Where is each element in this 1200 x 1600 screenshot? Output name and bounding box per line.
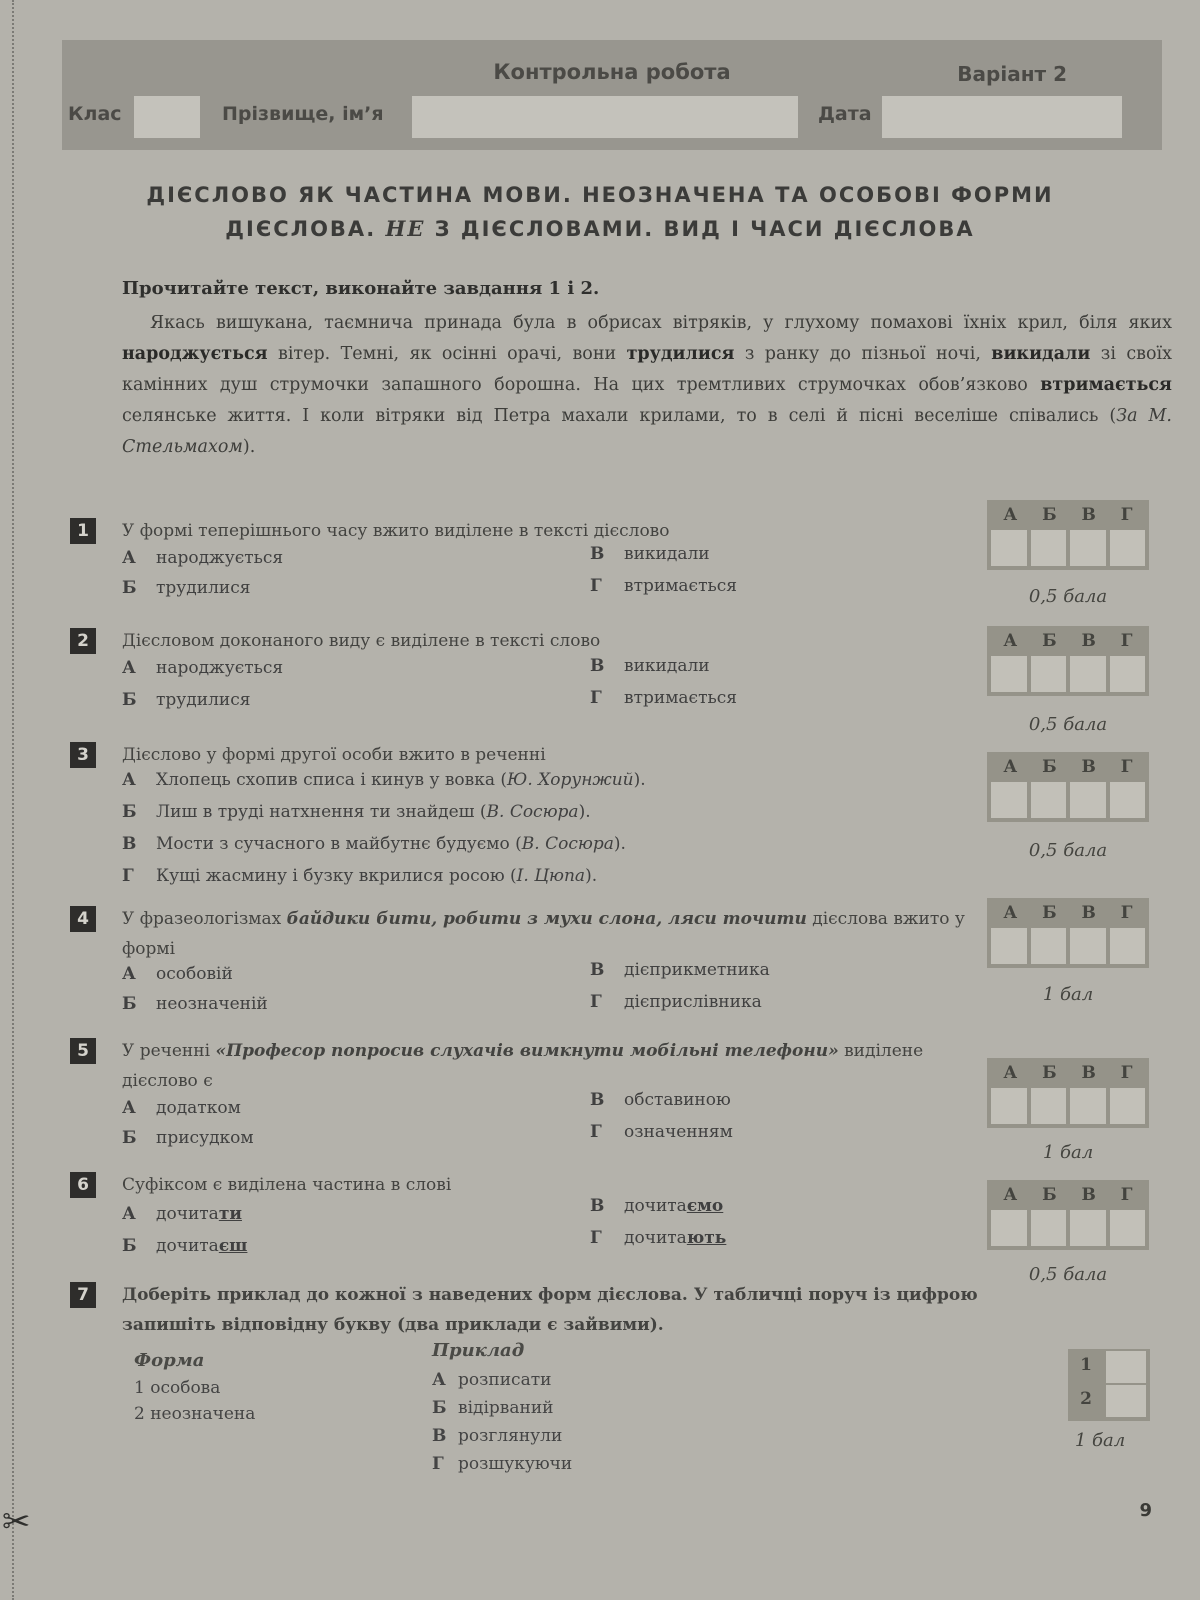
option-v[interactable] [590,656,710,676]
passage-text: ). [242,437,256,457]
option-letter: А [122,770,136,790]
option-stem: дочита [624,1196,687,1216]
grid-answer-cell[interactable] [1106,1351,1146,1383]
answer-cells [987,782,1149,822]
question-text [122,904,1002,964]
name-field[interactable] [412,96,798,138]
example-letter: В [432,1426,447,1446]
date-field[interactable] [882,96,1122,138]
points-label: 0,5 бала [1028,1264,1108,1285]
answer-col-b: Б [1042,903,1057,923]
answer-cell[interactable] [1070,530,1106,566]
option-letter: А [122,964,136,984]
question-text: Дієсловом доконаного виду є виділене в тексті слово [122,631,601,651]
option-b[interactable] [122,1236,247,1256]
example-column-header: Приклад [432,1340,525,1361]
answer-cell[interactable] [991,928,1027,964]
option-g[interactable] [590,688,737,708]
example-letter: Г [432,1454,444,1474]
example-g [432,1454,572,1474]
variant-label: Варіант 2 [957,62,1067,86]
question-text: Суфіксом є виділена частина в слові [122,1175,452,1195]
question-text [122,1036,1002,1096]
option-a[interactable] [122,964,233,984]
option-v[interactable] [590,960,770,980]
option-g[interactable] [590,1122,733,1142]
answer-cell[interactable] [1110,782,1146,818]
question-sentence: мобільні телефони» [624,1041,839,1061]
answer-grid-header [987,500,1149,530]
points-label: 1 бал [1042,1142,1094,1163]
option-author: В. Сосюра [521,834,614,854]
answer-grid-1 [987,500,1149,570]
answer-grid-header [987,898,1149,928]
option-author: І. Цюпа [516,866,586,886]
option-letter: Г [590,992,602,1012]
class-field[interactable] [134,96,200,138]
answer-col-b: Б [1042,757,1057,777]
question-sentence: «Професор попросив слухачів [215,1041,520,1061]
question-number: 2 [70,628,96,654]
option-g[interactable] [590,1228,726,1248]
option-stem: дочита [624,1228,687,1248]
option-text-end: ). [578,802,591,822]
option-letter: В [590,1196,605,1216]
answer-cell[interactable] [1110,928,1146,964]
option-a[interactable] [122,770,646,790]
passage-text: селянське життя. І коли вітряки від Петра махали крилами, то в селі й пісні веселіше співались ( [122,406,1117,426]
passage-text: зі своїх камінних душ струмочки запашного борошна. На цих тремтливих струмочках обов’язково [122,344,1172,395]
option-text: втримається [624,576,737,596]
option-a[interactable] [122,1204,242,1224]
form-header [62,40,1162,150]
option-letter: А [122,1098,136,1118]
option-author: В. Сосюра [486,802,579,822]
example-v [432,1426,562,1446]
answer-cell[interactable] [1070,1210,1106,1246]
answer-grid-header [987,626,1149,656]
example-text: розглянули [458,1426,563,1446]
option-a[interactable] [122,1098,241,1118]
option-g[interactable] [590,992,762,1012]
option-text: присудком [156,1128,254,1148]
passage-highlight: народжується [122,344,268,364]
topic-line-2-ne: НЕ [385,216,426,241]
option-text: народжується [156,548,284,568]
option-letter: А [122,1204,136,1224]
question-text: У формі теперішнього часу вжито виділене в тексті дієслово [122,521,670,541]
passage-text: вітер. Темні, як осінні орачі, вони [267,344,627,364]
question-text-part: дієслова вжито у формі [122,909,965,959]
answer-cell[interactable] [991,1088,1027,1124]
answer-cells [987,656,1149,696]
option-text: викидали [624,544,710,564]
option-text: втримається [624,688,737,708]
form-title: Контрольна робота [493,60,731,84]
option-a[interactable] [122,658,283,678]
answer-col-b: Б [1042,631,1057,651]
points-label: 0,5 бала [1028,714,1108,735]
topic-heading [100,178,1100,246]
option-letter: Б [122,1236,137,1256]
reading-passage [122,308,1172,463]
page-number: 9 [1139,1500,1152,1521]
option-b[interactable] [122,690,250,710]
answer-cells [987,530,1149,570]
option-letter: Б [122,802,137,822]
option-text: трудилися [156,690,251,710]
example-a [432,1370,551,1390]
answer-grid-header [987,1180,1149,1210]
answer-cell[interactable] [1031,782,1067,818]
answer-grid-6 [987,1180,1149,1250]
answer-col-a: А [1003,505,1018,525]
answer-col-v: В [1081,757,1096,777]
option-letter: Б [122,578,137,598]
answer-grid-3 [987,752,1149,822]
form-column-header: Форма [134,1350,205,1371]
option-letter: Г [122,866,134,886]
date-label: Дата [818,103,872,125]
answer-cell[interactable] [1031,656,1067,692]
answer-cell[interactable] [991,656,1027,692]
answer-cells [987,1088,1149,1128]
option-text: Мости з сучасного в майбутнє будуємо ( [156,834,522,854]
option-text: Кущі жасмину і бузку вкрилися росою ( [156,866,517,886]
answer-cell[interactable] [1031,928,1067,964]
answer-cell[interactable] [1110,1088,1146,1124]
grid-row-number: 1 [1080,1355,1092,1375]
option-letter: А [122,658,136,678]
answer-col-g: Г [1120,505,1133,525]
option-highlighted-part: ємо [686,1196,724,1216]
option-text: трудилися [156,578,251,598]
answer-cell[interactable] [991,1210,1027,1246]
option-letter: Б [122,690,137,710]
topic-line-2-c: З ДІЄСЛОВАМИ. ВИД І ЧАСИ ДІЄСЛОВА [425,217,975,241]
answer-cells [987,928,1149,968]
answer-grid-header [987,752,1149,782]
example-letter: Б [432,1398,447,1418]
answer-cell[interactable] [1031,530,1067,566]
option-stem: дочита [156,1236,219,1256]
passage-highlight: викидали [991,344,1091,364]
form-item-1: 1 особова [134,1378,221,1398]
points-label: 1 бал [1042,984,1094,1005]
answer-col-g: Г [1120,1063,1133,1083]
points-label: 1 бал [1074,1430,1126,1451]
answer-col-b: Б [1042,505,1057,525]
topic-line-1: ДІЄСЛОВО ЯК ЧАСТИНА МОВИ. НЕОЗНАЧЕНА ТА ОСОБОВІ ФОРМИ [146,183,1054,207]
option-letter: В [590,1090,605,1110]
option-g[interactable] [122,866,597,886]
passage-text: з ранку до пізньої ночі, [734,344,992,364]
option-letter: Б [122,994,137,1014]
option-letter: Г [590,1228,602,1248]
passage-highlight: втримається [1040,375,1172,395]
answer-col-g: Г [1120,631,1133,651]
answer-cell[interactable] [1031,1088,1067,1124]
option-letter: А [122,548,136,568]
option-letter: Г [590,1122,602,1142]
topic-line-2 [100,212,1100,246]
answer-col-a: А [1003,1063,1018,1083]
option-text: народжується [156,658,284,678]
answer-cell[interactable] [991,782,1027,818]
answer-col-v: В [1081,505,1096,525]
option-letter: Б [122,1128,137,1148]
answer-cell[interactable] [1031,1210,1067,1246]
cut-line [12,0,15,1600]
option-text: означенням [624,1122,733,1142]
option-v[interactable] [122,834,626,854]
answer-cell[interactable] [991,530,1027,566]
option-text: Хлопець схопив списа і кинув у вовка ( [156,770,508,790]
question-text: Доберіть приклад до кожної з наведених форм дієслова. У табличці поруч із цифрою запишіть відповідну букву (два приклади є зайвими). [122,1285,978,1335]
passage-highlight: трудилися [626,344,735,364]
option-text: особовій [156,964,233,984]
option-text: викидали [624,656,710,676]
answer-col-g: Г [1120,757,1133,777]
answer-col-v: В [1081,903,1096,923]
option-v[interactable] [590,1090,731,1110]
answer-col-v: В [1081,631,1096,651]
option-text-end: ). [585,866,598,886]
question-highlight: вимкнути [519,1041,624,1061]
points-label: 0,5 бала [1028,586,1108,607]
option-letter: В [122,834,137,854]
option-highlighted-part: єш [218,1236,248,1256]
example-text: відірваний [458,1398,554,1418]
answer-col-g: Г [1120,903,1133,923]
question-number: 4 [70,906,96,932]
answer-cell[interactable] [1110,656,1146,692]
answer-col-a: А [1003,903,1018,923]
passage-source: За М. Стельмахом [122,406,1172,457]
answer-grid-header [987,1058,1149,1088]
question-phraseologisms: байдики бити, робити з мухи слона, ляси точити [286,909,807,929]
example-text: розшукуючи [458,1454,573,1474]
question-number: 3 [70,742,96,768]
option-highlighted-part: ти [218,1204,242,1224]
grid-answer-cell[interactable] [1106,1385,1146,1417]
form-item-2: 2 неозначена [134,1404,256,1424]
option-text: обставиною [624,1090,731,1110]
answer-cells [987,1210,1149,1250]
option-letter: В [590,656,605,676]
option-v[interactable] [590,544,710,564]
question-number: 5 [70,1038,96,1064]
question-text: Дієслово у формі другої особи вжито в реченні [122,745,546,765]
option-text: дієприкметника [624,960,770,980]
option-highlighted-part: ють [686,1228,727,1248]
example-letter: А [432,1370,446,1390]
answer-cell[interactable] [1110,530,1146,566]
option-author: Ю. Хорунжий [507,770,634,790]
answer-col-b: Б [1042,1063,1057,1083]
option-b[interactable] [122,994,268,1014]
option-b[interactable] [122,578,250,598]
passage-text: Якась вишукана, таємнича принада була в обрисах вітряків, у глухому помахові їхніх крил, біля яких [150,313,1172,333]
example-text: розписати [458,1370,552,1390]
question-number: 1 [70,518,96,544]
option-text-end: ). [633,770,646,790]
class-label: Клас [68,103,122,125]
answer-cell[interactable] [1070,782,1106,818]
topic-line-2-a: ДІЄСЛОВА. [225,217,386,241]
grid-row-number: 2 [1080,1389,1092,1409]
answer-cell[interactable] [1110,1210,1146,1246]
name-label: Прізвище, ім’я [222,103,384,125]
answer-cell[interactable] [1070,928,1106,964]
option-b[interactable] [122,1128,254,1148]
option-text-end: ). [613,834,626,854]
answer-cell[interactable] [1070,1088,1106,1124]
answer-col-a: А [1003,631,1018,651]
answer-col-b: Б [1042,1185,1057,1205]
matching-answer-grid [1068,1349,1150,1421]
answer-col-a: А [1003,757,1018,777]
question-number: 7 [70,1282,96,1308]
question-text-part: виділене дієслово є [122,1041,924,1091]
instruction: Прочитайте текст, виконайте завдання 1 і 2. [122,278,600,299]
answer-col-a: А [1003,1185,1018,1205]
option-text: неозначеній [156,994,268,1014]
option-letter: В [590,960,605,980]
answer-col-v: В [1081,1063,1096,1083]
option-text: Лиш в труді натхнення ти знайдеш ( [156,802,487,822]
question-number: 6 [70,1172,96,1198]
answer-cell[interactable] [1070,656,1106,692]
question-text-part: У фразеологізмах [122,909,287,929]
option-a[interactable] [122,548,283,568]
answer-col-g: Г [1120,1185,1133,1205]
option-b[interactable] [122,802,591,822]
option-g[interactable] [590,576,737,596]
option-letter: В [590,544,605,564]
answer-grid-2 [987,626,1149,696]
points-label: 0,5 бала [1028,840,1108,861]
scissors-icon: ✂ [2,1502,31,1542]
answer-grid-5 [987,1058,1149,1128]
question-text-part: У реченні [122,1041,216,1061]
option-letter: Г [590,576,602,596]
option-v[interactable] [590,1196,723,1216]
example-b [432,1398,554,1418]
option-letter: Г [590,688,602,708]
option-text: дієприслівника [624,992,762,1012]
answer-col-v: В [1081,1185,1096,1205]
answer-grid-4 [987,898,1149,968]
option-text: додатком [156,1098,241,1118]
option-stem: дочита [156,1204,219,1224]
